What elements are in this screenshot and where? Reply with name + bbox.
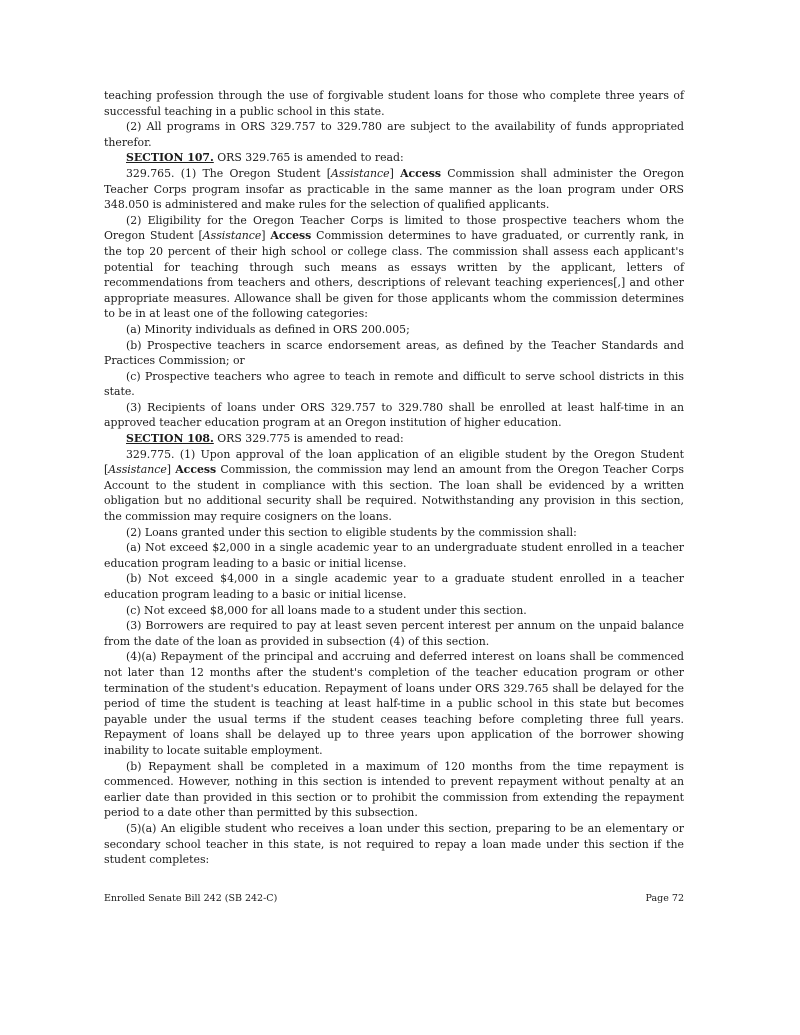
section-108: SECTION 108. ORS 329.775 is amended to read: [126,432,404,446]
paragraph: (2) Eligibility for the Oregon Teacher Corps is limited to those prospective teachers whom the Oregon Student [Assistance] Access Commission determines to have graduated, or currently rank, in the top 20 percent of their high school or college class. The commission shall assess each applicant's potential for teaching through such means as essays written by the applicant, letters of recommendations from teachers and others, descriptions of relevant teaching experiences[,] and other appropriate measures. Allowance shall be given for those applicants whom the commission determines to be in at least one of the following categories: [104,213,684,321]
paragraph: (a) Not exceed $2,000 in a single academic year to an undergraduate student enrolled in a teacher education program leading to a basic or initial license. [104,541,684,570]
paragraph: (a) Minority individuals as defined in ORS 200.005; [126,322,410,336]
page-footer [104,893,684,904]
paragraph: teaching profession through the use of forgivable student loans for those who complete three years of successful teaching in a public school in this state. [104,89,684,118]
paragraph: (c) Not exceed $8,000 for all loans made to a student under this section. [126,603,527,617]
paragraph: (3) Borrowers are required to pay at least seven percent interest per annum on the unpaid balance from the date of the loan as provided in subsection (4) of this section. [104,619,684,648]
section-heading: SECTION 108. [126,432,214,446]
section-107: SECTION 107. ORS 329.765 is amended to read: [126,151,404,165]
paragraph: (b) Repayment shall be completed in a maximum of 120 months from the time repayment is commenced. However, nothing in this section is intended to prevent repayment without penalty at an earlier date than provided in this section or to prohibit the commission from extending the repayment period to a date other than permitted by this subsection. [104,759,684,820]
paragraph: 329.765. (1) The Oregon Student [Assistance] Access Commission shall administer the Oregon Teacher Corps program insofar as practicable in the same manner as the loan program under ORS 348.050 is administered and make rules for the selection of qualified applicants. [104,166,684,212]
footer-page-number: Page 72 [645,893,684,904]
document-body [104,88,684,868]
paragraph: (5)(a) An eligible student who receives a loan under this section, preparing to be an elementary or secondary school teacher in this state, is not required to repay a loan made under this section if the student completes: [104,821,684,867]
paragraph: (b) Not exceed $4,000 in a single academic year to a graduate student enrolled in a teacher education program leading to a basic or initial license. [104,572,684,601]
section-heading: SECTION 107. [126,151,214,165]
footer-bill-name: Enrolled Senate Bill 242 (SB 242-C) [104,893,278,904]
paragraph: (4)(a) Repayment of the principal and accruing and deferred interest on loans shall be commenced not later than 12 months after the student's completion of the teacher education program or other termination of the student's education. Repayment of loans under ORS 329.765 shall be delayed for the period of time the student is teaching at least half-time in a public school in this state but becomes payable under the usual terms if the student ceases teaching before completing three full years. Repayment of loans shall be delayed up to three years upon application of the borrower showing inability to locate suitable employment. [104,650,684,757]
paragraph: 329.775. (1) Upon approval of the loan application of an eligible student by the Oregon Student [Assistance] Access Commission, the commission may lend an amount from the Oregon Teacher Corps Account to the student in compliance with this section. The loan shall be evidenced by a written obligation but no additional security shall be required. Notwithstanding any provision in this section, the commission may require cosigners on the loans. [104,447,684,524]
paragraph: (b) Prospective teachers in scarce endorsement areas, as defined by the Teacher Standards and Practices Commission; or [104,338,684,368]
paragraph: (2) Loans granted under this section to eligible students by the commission shall: [126,525,577,539]
paragraph: (2) All programs in ORS 329.757 to 329.780 are subject to the availability of funds appropriated therefor. [104,120,684,149]
paragraph: (c) Prospective teachers who agree to teach in remote and difficult to serve school districts in this state. [104,369,684,399]
paragraph: (3) Recipients of loans under ORS 329.757 to 329.780 shall be enrolled at least half-time in an approved teacher education program at an Oregon institution of higher education. [104,400,684,430]
